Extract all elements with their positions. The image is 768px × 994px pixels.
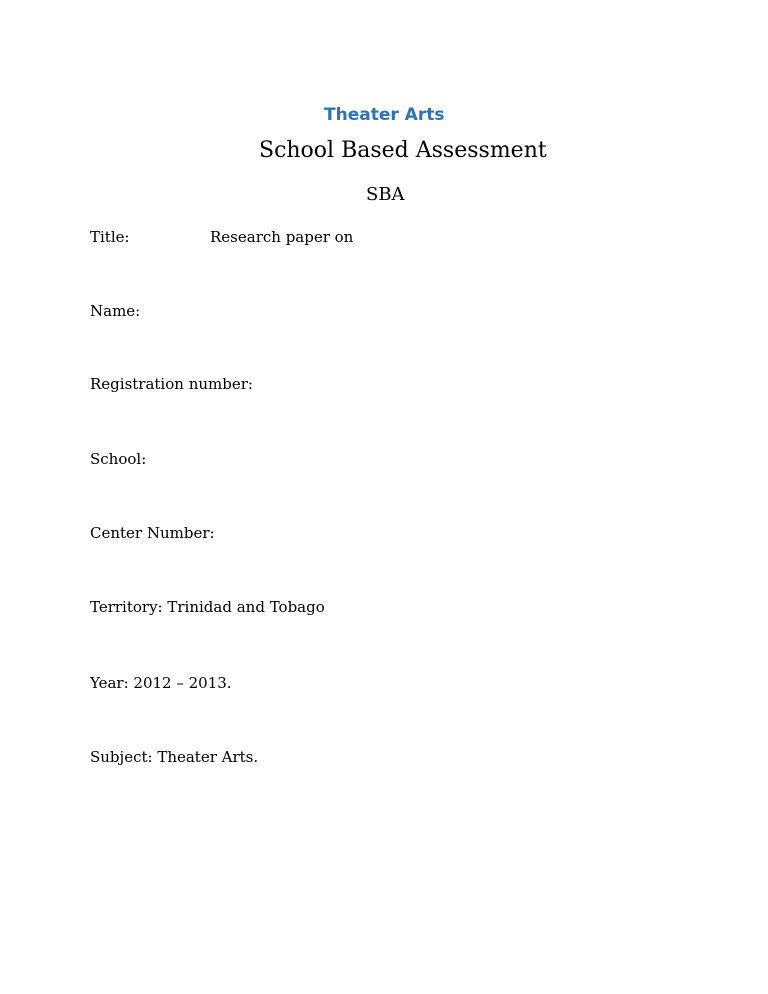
year-line: Year: 2012 – 2013.	[90, 674, 232, 692]
subject-line: Subject: Theater Arts.	[90, 748, 259, 766]
assessment-heading: School Based Assessment	[259, 138, 547, 163]
title-label: Title:	[90, 228, 130, 246]
center-number-label: Center Number:	[90, 524, 215, 542]
title-value: Research paper on	[210, 228, 354, 246]
territory-line: Territory: Trinidad and Tobago	[90, 598, 325, 616]
subject-heading-text: Theater Arts	[324, 105, 445, 125]
school-label: School:	[90, 450, 147, 468]
registration-number-label: Registration number:	[90, 375, 253, 393]
name-label: Name:	[90, 302, 141, 320]
sba-heading: SBA	[366, 184, 405, 205]
